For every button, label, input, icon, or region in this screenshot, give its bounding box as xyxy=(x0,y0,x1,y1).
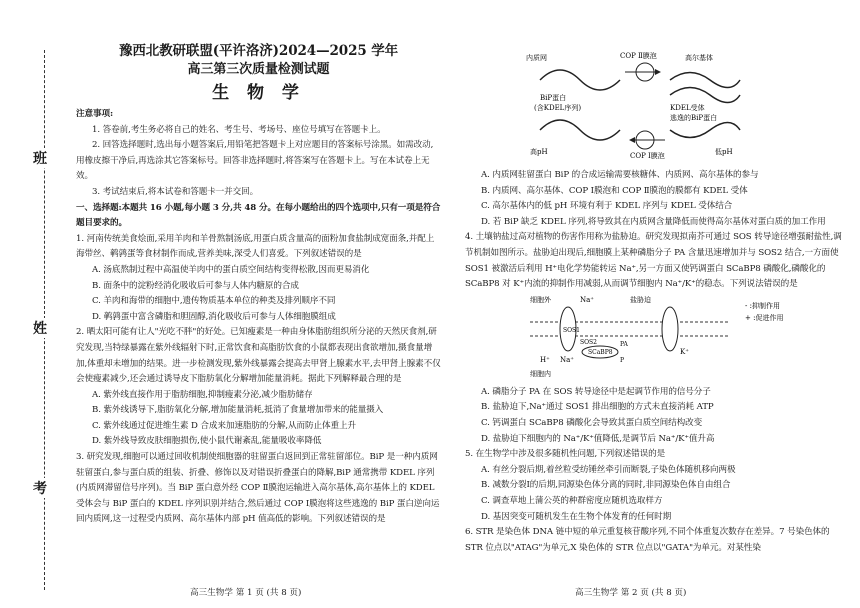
question-stem: 4. 土壤钠盐过高对植物的伤害作用称为盐胁迫。研究发现拟南芥可通过 SOS 转导途径增强耐盐性,调节机制如图所示。盐胁迫出现后,细胞膜上某种磷脂分子 PA 含量迅速增加并与 SOS2 结合,一方面使 SOS1 被激活后利用 H⁺电化学势能转运 Na⁺,另一方面又使钙调蛋白 SCaBP8 磷酸化,磷酸化的 SCaBP8 对 K⁺内流的抑制作用减弱,从而调节细胞内 Na⁺/K⁺的稳态。下列说法错误的是 xyxy=(465,232,842,290)
label-h: H⁺ xyxy=(540,356,550,364)
label-ph-high: 高pH xyxy=(530,148,548,156)
option: D. 盐胁迫下细胞内的 Na⁺/K⁺值降低,是调节后 Na⁺/K⁺值升高 xyxy=(481,433,715,444)
footer-right: 高三生物学 第 2 页 (共 8 页) xyxy=(575,588,687,598)
option: A. 内质网驻留蛋白 BiP 的合成运输需要核糖体、内质网、高尔基体的参与 xyxy=(481,170,759,180)
option: C. 钙调蛋白 SCaBP8 磷酸化会导致其蛋白质空间结构改变 xyxy=(481,417,703,428)
transport-diagram xyxy=(520,50,750,162)
golgi-stack xyxy=(670,123,740,138)
label-kdel: KDEL受体 xyxy=(670,104,705,112)
sos-diagram xyxy=(520,292,820,382)
option: A. 紫外线直接作用于脂肪细胞,抑制瘦素分泌,减少脂肪储存 xyxy=(92,389,313,400)
exam-title: 豫西北教研联盟(平许洛济)2024—2025 学年 xyxy=(118,43,399,59)
label-salt: 盐胁迫 xyxy=(630,296,651,304)
notes-heading: 注意事项: xyxy=(76,109,114,119)
legend-promote: + :促进作用 xyxy=(745,314,784,322)
label-bip-sub: (含KDEL序列) xyxy=(534,104,582,112)
section-text: 本题共 16 小题,每小题 3 分,共 48 分。在每小题给出的四个选项中,只有一项是符合题目要求的。 xyxy=(76,202,441,229)
exam-subtitle: 高三第三次质量检测试题 xyxy=(187,62,330,77)
section-heading xyxy=(76,201,441,232)
page-left xyxy=(76,42,441,528)
label-pa: PA xyxy=(620,341,628,348)
label-er: 内质网 xyxy=(526,54,547,62)
gutter-char: 班 xyxy=(33,148,47,168)
label-na-out: Na⁺ xyxy=(580,296,594,304)
option: C. 羊肉和海带的细胞中,遗传物质基本单位的种类及排列顺序不同 xyxy=(92,296,336,307)
option: D. 若 BiP 缺乏 KDEL 序列,将导致其在内质网含量降低而使得高尔基体对蛋白质的加工作用 xyxy=(481,216,826,227)
label-sos1: SOS1 xyxy=(563,327,580,334)
label-copii: COP Ⅱ膜泡 xyxy=(620,52,657,60)
option: C. 紫外线通过促进维生素 D 合成来加速脂肪的分解,从而防止体重上升 xyxy=(92,420,356,431)
option: A. 磷脂分子 PA 在 SOS 转导途径中是起调节作用的信号分子 xyxy=(481,386,711,397)
label-na-in: Na⁺ xyxy=(560,356,574,364)
question-stem: 5. 在生物学中涉及很多随机性问题,下列叙述错误的是 xyxy=(465,449,666,460)
option: C. 调查草地上蒲公英的种群密度应随机选取样方 xyxy=(481,495,663,506)
option: D. 基因突变可随机发生在生物个体发育的任何时期 xyxy=(481,511,672,522)
label-ph-low: 低pH xyxy=(715,148,733,156)
question-stem: 6. STR 是染色体 DNA 链中短的单元重复核苷酸序列,不同个体重复次数存在差异。7 号染色体的 STR 位点以"ATAG"为单元,X 染色体的 STR 位点以"GATA"为单元。对某性染 xyxy=(465,527,830,553)
gutter-char: 考 xyxy=(33,478,47,498)
option: D. 紫外线导致皮肤细胞损伤,使小鼠代谢紊乱,能量吸收率降低 xyxy=(92,436,322,447)
label-k: K⁺ xyxy=(680,348,689,356)
gutter-char: 姓 xyxy=(33,318,47,338)
er-membrane xyxy=(540,120,620,140)
legend-inhibit: - :抑制作用 xyxy=(745,302,780,310)
label-golgi: 高尔基体 xyxy=(685,54,713,62)
option: B. 盐胁迫下,Na⁺通过 SOS1 排出细胞的方式未直接消耗 ATP xyxy=(481,402,714,413)
option: A. 汤底熬制过程中高温使羊肉中的蛋白质空间结构变得松散,因而更易消化 xyxy=(92,264,370,275)
label-bip: BiP蛋白 xyxy=(540,94,567,102)
note-item: 3. 考试结束后,将本试卷和答题卡一并交回。 xyxy=(92,186,259,197)
question-stem: 1. 河南传统美食烩面,采用羊肉和羊骨熬制汤底,用蛋白质含量高的面粉加食盐制成宽面条,并配上海带丝、鹌鹑蛋等食材制作而成,营养美味,深受人们喜爱。下列叙述错误的是 xyxy=(76,233,435,260)
note-item: 2. 回答选择题时,选出每小题答案后,用铅笔把答题卡上对应题目的答案标号涂黑。如需改动,用橡皮擦干净后,再选涂其它答案标号。回答非选择题时,将答案写在答题卡上。写在本试卷上无效。 xyxy=(76,140,434,182)
k-channel xyxy=(662,307,678,351)
label-intracell: 细胞内 xyxy=(530,370,551,378)
option: C. 高尔基体内的低 pH 环境有利于 KDEL 序列与 KDEL 受体结合 xyxy=(481,201,733,212)
binding-gutter xyxy=(0,0,55,608)
label-escaped: 逃逸的BiP蛋白 xyxy=(670,114,718,122)
question-stem: 2. 晒太阳可能有让人"光吃不胖"的好处。已知瘦素是一种由身体脂肪组织所分泌的天然厌食剂,研究发现,当特绿暴露在紫外线辐射下时,正常饮食和高脂肪饮食的小鼠都表现出食欲增加,摄食量增加,体重却未增加的结果。进一步检测发现,紫外线暴露会提高去甲肾上腺素水平,去甲肾上腺素不仅会使瘦素减少,还会通过诱导皮下脂肪氧化分解增加能量消耗。据此下列解释最合理的是 xyxy=(76,327,441,385)
option: B. 减数分裂Ⅰ的后期,同源染色体分离的同时,非同源染色体自由组合 xyxy=(481,480,731,491)
option: B. 紫外线诱导下,脂肪氧化分解,增加能量消耗,抵消了食量增加带来的能量摄入 xyxy=(92,405,384,416)
footer-left: 高三生物学 第 1 页 (共 8 页) xyxy=(190,588,302,598)
option: D. 鹌鹑蛋中富含磷脂和胆固醇,消化吸收后可参与人体细胞膜组成 xyxy=(92,311,336,322)
question-stem: 3. 研究发现,细胞可以通过回收机制使细胞器的驻留蛋白返回到正常驻留部位。BiP 是一种内质网驻留蛋白,参与蛋白质的组装、折叠、修饰以及对错误折叠蛋白的降解,BiP 通常携带 KDEL 序列(内质网滞留信号序列)。当 BiP 蛋白意外经 COP Ⅱ膜泡运输进入高尔基体,高尔基体上的 KDEL 受体会与 BiP 蛋白的 KDEL 序列识别并结合,然后通过 COP Ⅰ膜泡将这些逃逸的 BiP 蛋白逆向运回内质网,这一过程受内质网、高尔基体内部 pH 值高低的影响。下列叙述错误的是 xyxy=(76,452,440,525)
section-label: 一、选择题: xyxy=(76,202,122,213)
label-copi: COP Ⅰ膜泡 xyxy=(630,152,665,160)
subject-title: 生 物 学 xyxy=(212,83,305,103)
option: B. 内质网、高尔基体、COP Ⅰ膜泡和 COP Ⅱ膜泡的膜都有 KDEL 受体 xyxy=(481,185,748,196)
note-item: 1. 答卷前,考生务必将自己的姓名、考生号、考场号、座位号填写在答题卡上。 xyxy=(92,124,386,135)
er-membrane xyxy=(540,70,620,90)
label-scabp8: SCaBP8 xyxy=(588,349,613,356)
golgi-stack xyxy=(670,73,740,88)
label-extracell: 细胞外 xyxy=(530,296,551,304)
golgi-stack xyxy=(670,88,740,103)
label-p: P xyxy=(620,357,625,364)
label-sos2: SOS2 xyxy=(580,339,597,346)
option: B. 面条中的淀粉经消化吸收后可参与人体内糖原的合成 xyxy=(92,280,299,291)
option: A. 有丝分裂后期,着丝粒受纺锤丝牵引而断裂,子染色体随机移向两极 xyxy=(481,464,736,475)
